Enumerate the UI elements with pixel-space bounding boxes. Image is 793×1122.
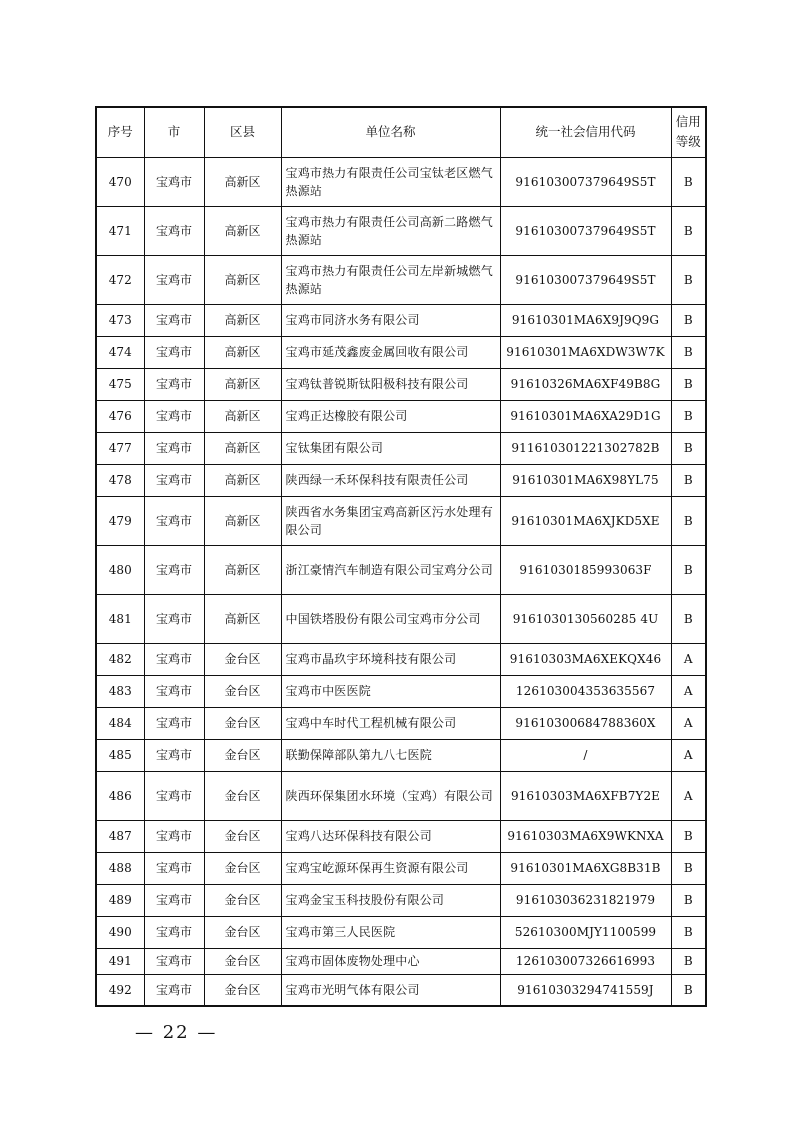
row-credit-grade: B: [671, 432, 706, 464]
row-district: 高新区: [204, 400, 281, 432]
row-index: 488: [96, 852, 144, 884]
table-row: [96, 496, 706, 545]
row-credit-grade: B: [671, 255, 706, 304]
row-district: 高新区: [204, 432, 281, 464]
row-index: 485: [96, 739, 144, 771]
row-credit-code: 126103004353635567: [500, 675, 671, 707]
row-unit-name: 宝鸡金宝玉科技股份有限公司: [281, 884, 500, 916]
header-index: 序号: [96, 107, 144, 157]
table-row: [96, 594, 706, 643]
table-header-row: [96, 107, 706, 157]
row-unit-name: 宝鸡市光明气体有限公司: [281, 974, 500, 1006]
row-city: 宝鸡市: [144, 643, 204, 675]
row-district: 金台区: [204, 820, 281, 852]
table-row: [96, 368, 706, 400]
row-index: 491: [96, 948, 144, 974]
table-row: [96, 304, 706, 336]
table-row: [96, 255, 706, 304]
row-unit-name: 宝鸡中车时代工程机械有限公司: [281, 707, 500, 739]
row-credit-code: 91610301MA6XA29D1G: [500, 400, 671, 432]
row-credit-code: 91610301MA6X9J9Q9G: [500, 304, 671, 336]
row-district: 高新区: [204, 594, 281, 643]
row-city: 宝鸡市: [144, 884, 204, 916]
table-row: [96, 974, 706, 1006]
row-credit-grade: B: [671, 974, 706, 1006]
row-index: 476: [96, 400, 144, 432]
header-credit-grade: 信用等级: [671, 107, 706, 157]
row-district: 高新区: [204, 368, 281, 400]
row-credit-code: 916103007379649S5T: [500, 255, 671, 304]
row-unit-name: 宝鸡正达橡胶有限公司: [281, 400, 500, 432]
row-credit-grade: B: [671, 916, 706, 948]
row-credit-code: 91610303MA6XFB7Y2E: [500, 771, 671, 820]
table-row: [96, 707, 706, 739]
row-city: 宝鸡市: [144, 206, 204, 255]
row-city: 宝鸡市: [144, 675, 204, 707]
row-index: 484: [96, 707, 144, 739]
header-unit-name: 单位名称: [281, 107, 500, 157]
table-row: [96, 675, 706, 707]
row-credit-code: 911610301221302782B: [500, 432, 671, 464]
row-credit-grade: B: [671, 464, 706, 496]
row-district: 金台区: [204, 974, 281, 1006]
row-district: 高新区: [204, 304, 281, 336]
row-credit-code: 91610301MA6X98YL75: [500, 464, 671, 496]
row-credit-grade: B: [671, 206, 706, 255]
row-district: 金台区: [204, 675, 281, 707]
row-credit-grade: B: [671, 948, 706, 974]
row-district: 高新区: [204, 157, 281, 206]
row-city: 宝鸡市: [144, 916, 204, 948]
row-city: 宝鸡市: [144, 368, 204, 400]
row-district: 高新区: [204, 255, 281, 304]
row-credit-grade: B: [671, 336, 706, 368]
row-district: 高新区: [204, 206, 281, 255]
row-index: 490: [96, 916, 144, 948]
row-city: 宝鸡市: [144, 852, 204, 884]
row-credit-code: 91610301MA6XDW3W7K: [500, 336, 671, 368]
row-unit-name: 联勤保障部队第九八七医院: [281, 739, 500, 771]
table-row: [96, 432, 706, 464]
row-credit-code: 916103007379649S5T: [500, 206, 671, 255]
row-credit-code: 9161030130560285 4U: [500, 594, 671, 643]
table-row: [96, 916, 706, 948]
row-credit-grade: A: [671, 707, 706, 739]
page-number: — 22 —: [135, 1022, 218, 1043]
row-credit-grade: B: [671, 368, 706, 400]
table-row: [96, 852, 706, 884]
row-index: 477: [96, 432, 144, 464]
row-unit-name: 中国铁塔股份有限公司宝鸡市分公司: [281, 594, 500, 643]
row-unit-name: 宝鸡市晶玖宇环境科技有限公司: [281, 643, 500, 675]
row-credit-grade: B: [671, 496, 706, 545]
row-credit-grade: B: [671, 545, 706, 594]
row-credit-code: 91610301MA6XG8B31B: [500, 852, 671, 884]
row-district: 金台区: [204, 643, 281, 675]
row-credit-code: 52610300MJY1100599: [500, 916, 671, 948]
row-credit-code: 91610303MA6X9WKNXA: [500, 820, 671, 852]
row-credit-grade: B: [671, 400, 706, 432]
row-unit-name: 宝鸡钛普锐斯钛阳极科技有限公司: [281, 368, 500, 400]
row-index: 486: [96, 771, 144, 820]
table-row: [96, 157, 706, 206]
row-index: 474: [96, 336, 144, 368]
row-credit-code: 916103036231821979: [500, 884, 671, 916]
row-index: 479: [96, 496, 144, 545]
row-district: 金台区: [204, 739, 281, 771]
row-city: 宝鸡市: [144, 255, 204, 304]
table-row: [96, 771, 706, 820]
row-district: 金台区: [204, 771, 281, 820]
table-row: [96, 545, 706, 594]
row-credit-grade: B: [671, 884, 706, 916]
table-row: [96, 820, 706, 852]
row-unit-name: 宝鸡宝屹源环保再生资源有限公司: [281, 852, 500, 884]
row-city: 宝鸡市: [144, 771, 204, 820]
row-credit-code: /: [500, 739, 671, 771]
row-credit-code: 916103007379649S5T: [500, 157, 671, 206]
row-credit-code: 9161030185993063F: [500, 545, 671, 594]
row-credit-grade: B: [671, 157, 706, 206]
table-row: [96, 400, 706, 432]
row-credit-grade: B: [671, 594, 706, 643]
row-unit-name: 宝鸡市中医医院: [281, 675, 500, 707]
row-city: 宝鸡市: [144, 400, 204, 432]
row-district: 高新区: [204, 496, 281, 545]
table-row: [96, 206, 706, 255]
row-credit-grade: B: [671, 820, 706, 852]
header-city: 市: [144, 107, 204, 157]
row-index: 492: [96, 974, 144, 1006]
row-unit-name: 宝鸡八达环保科技有限公司: [281, 820, 500, 852]
row-district: 金台区: [204, 852, 281, 884]
row-district: 金台区: [204, 916, 281, 948]
row-index: 473: [96, 304, 144, 336]
row-city: 宝鸡市: [144, 432, 204, 464]
row-credit-grade: B: [671, 852, 706, 884]
row-city: 宝鸡市: [144, 496, 204, 545]
row-index: 475: [96, 368, 144, 400]
credit-table-container: [95, 106, 705, 1007]
row-city: 宝鸡市: [144, 974, 204, 1006]
row-unit-name: 陕西环保集团水环境（宝鸡）有限公司: [281, 771, 500, 820]
row-unit-name: 宝鸡市热力有限责任公司宝钛老区燃气热源站: [281, 157, 500, 206]
row-city: 宝鸡市: [144, 820, 204, 852]
row-district: 高新区: [204, 336, 281, 368]
row-credit-code: 91610300684788360X: [500, 707, 671, 739]
row-index: 478: [96, 464, 144, 496]
row-unit-name: 宝鸡市热力有限责任公司左岸新城燃气热源站: [281, 255, 500, 304]
row-unit-name: 陕西省水务集团宝鸡高新区污水处理有限公司: [281, 496, 500, 545]
row-credit-grade: A: [671, 771, 706, 820]
row-index: 470: [96, 157, 144, 206]
row-index: 471: [96, 206, 144, 255]
row-district: 高新区: [204, 464, 281, 496]
table-row: [96, 739, 706, 771]
row-district: 高新区: [204, 545, 281, 594]
table-row: [96, 884, 706, 916]
header-credit-code: 统一社会信用代码: [500, 107, 671, 157]
row-city: 宝鸡市: [144, 304, 204, 336]
row-city: 宝鸡市: [144, 739, 204, 771]
row-index: 472: [96, 255, 144, 304]
row-credit-grade: B: [671, 304, 706, 336]
table-row: [96, 464, 706, 496]
table-row: [96, 643, 706, 675]
row-unit-name: 宝鸡市第三人民医院: [281, 916, 500, 948]
row-index: 487: [96, 820, 144, 852]
row-unit-name: 陕西绿一禾环保科技有限责任公司: [281, 464, 500, 496]
table-body: [96, 157, 706, 1006]
row-index: 483: [96, 675, 144, 707]
row-unit-name: 宝鸡市同济水务有限公司: [281, 304, 500, 336]
row-district: 金台区: [204, 707, 281, 739]
row-unit-name: 宝鸡市热力有限责任公司高新二路燃气热源站: [281, 206, 500, 255]
row-credit-grade: A: [671, 675, 706, 707]
row-city: 宝鸡市: [144, 157, 204, 206]
row-city: 宝鸡市: [144, 594, 204, 643]
row-unit-name: 浙江豪情汽车制造有限公司宝鸡分公司: [281, 545, 500, 594]
row-city: 宝鸡市: [144, 948, 204, 974]
row-unit-name: 宝鸡市固体废物处理中心: [281, 948, 500, 974]
row-index: 481: [96, 594, 144, 643]
row-index: 489: [96, 884, 144, 916]
row-credit-code: 91610303294741559J: [500, 974, 671, 1006]
row-city: 宝鸡市: [144, 545, 204, 594]
row-city: 宝鸡市: [144, 707, 204, 739]
table-row: [96, 948, 706, 974]
row-credit-grade: A: [671, 643, 706, 675]
row-credit-code: 91610301MA6XJKD5XE: [500, 496, 671, 545]
row-city: 宝鸡市: [144, 336, 204, 368]
row-credit-grade: A: [671, 739, 706, 771]
row-district: 金台区: [204, 884, 281, 916]
table-row: [96, 336, 706, 368]
row-district: 金台区: [204, 948, 281, 974]
row-credit-code: 91610326MA6XF49B8G: [500, 368, 671, 400]
row-credit-code: 126103007326616993: [500, 948, 671, 974]
row-index: 482: [96, 643, 144, 675]
row-unit-name: 宝鸡市延茂鑫废金属回收有限公司: [281, 336, 500, 368]
header-district: 区县: [204, 107, 281, 157]
row-credit-code: 91610303MA6XEKQX46: [500, 643, 671, 675]
credit-rating-table: [95, 106, 707, 1007]
row-unit-name: 宝钛集团有限公司: [281, 432, 500, 464]
row-city: 宝鸡市: [144, 464, 204, 496]
row-index: 480: [96, 545, 144, 594]
